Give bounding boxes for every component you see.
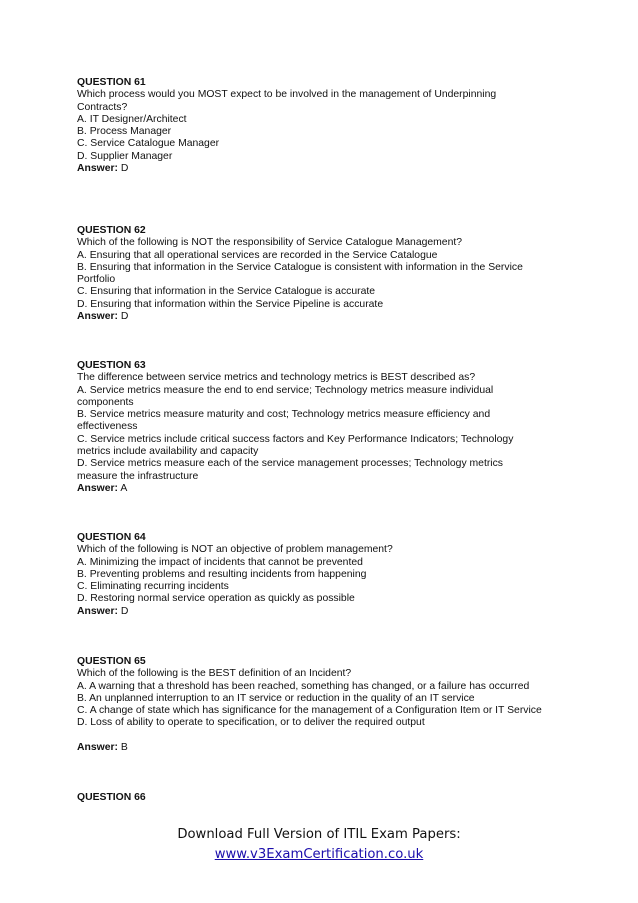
question-title: QUESTION 62 [77,225,146,236]
question-stem: Which of the following is NOT the responsibility of Service Catalogue Management? [77,237,463,249]
question-stem: The difference between service metrics and technology metrics is BEST described as? [77,372,476,384]
option: B. Preventing problems and resulting incidents from happening [77,568,367,580]
option: C. Eliminating recurring incidents [77,581,229,593]
footer-download-text: Download Full Version of ITIL Exam Papers: [177,827,461,842]
answer-value: D [120,605,129,617]
answer-value: D [120,163,129,175]
question-63 [77,360,577,495]
answer-line [77,742,577,754]
question-66 [77,792,577,804]
option: C. Ensuring that information in the Service Catalogue is accurate [77,286,376,298]
question-stem: Which of the following is NOT an objective of problem management? [77,544,393,556]
question-title: QUESTION 66 [77,792,146,803]
footer [0,825,638,865]
option: C. Service metrics include critical success factors and Key Performance Indicators; Technology [77,433,514,445]
blank-line [77,730,577,742]
option: A. Ensuring that all operational services are recorded in the Service Catalogue [77,249,438,261]
answer-line [77,483,577,495]
option: measure the infrastructure [77,470,199,482]
question-stem: Contracts? [77,101,128,113]
option: Portfolio [77,274,116,286]
option: B. Process Manager [77,126,172,138]
option: A. A warning that a threshold has been reached, something has changed, or a failure has occurred [77,680,530,692]
option: metrics include availability and capacity [77,446,259,458]
answer-value: B [120,742,128,754]
option: D. Ensuring that information within the Service Pipeline is accurate [77,298,384,310]
option: B. Service metrics measure maturity and cost; Technology metrics measure efficiency and [77,409,491,421]
question-stem: Which of the following is the BEST definition of an Incident? [77,668,352,680]
option: D. Supplier Manager [77,150,173,162]
option: components [77,396,134,408]
option: B. An unplanned interruption to an IT service or reduction in the quality of an IT service [77,692,475,704]
option: D. Restoring normal service operation as quickly as possible [77,593,355,605]
question-stem: Which process would you MOST expect to be involved in the management of Underpinning [77,89,497,101]
question-64 [77,532,577,618]
question-65 [77,656,577,754]
option: B. Ensuring that information in the Service Catalogue is consistent with information in the Service [77,261,523,273]
answer-label: Answer: [77,605,118,617]
option: D. Loss of ability to operate to specification, or to deliver the required output [77,717,425,729]
question-title: QUESTION 64 [77,532,146,543]
question-62 [77,225,577,323]
question-title: QUESTION 65 [77,656,146,667]
question-title: QUESTION 61 [77,77,146,88]
option: effectiveness [77,421,138,433]
answer-label: Answer: [77,163,118,175]
option: A. IT Designer/Architect [77,113,187,125]
footer-website-link[interactable]: www.v3ExamCertification.co.uk [214,847,424,862]
answer-label: Answer: [77,311,118,323]
question-61 [77,77,577,175]
answer-value: A [120,482,128,494]
option: A. Service metrics measure the end to end service; Technology metrics measure individual [77,384,494,396]
option: A. Minimizing the impact of incidents that cannot be prevented [77,556,363,568]
answer-value: D [120,311,129,323]
answer-label: Answer: [77,742,118,754]
option: C. Service Catalogue Manager [77,138,220,150]
option: C. A change of state which has significance for the management of a Configuration Item or IT Service [77,705,542,717]
answer-label: Answer: [77,482,118,494]
question-title: QUESTION 63 [77,360,146,371]
answer-line [77,163,577,175]
answer-line [77,606,577,618]
answer-line [77,311,577,323]
option: D. Service metrics measure each of the service management processes; Technology metrics [77,458,504,470]
